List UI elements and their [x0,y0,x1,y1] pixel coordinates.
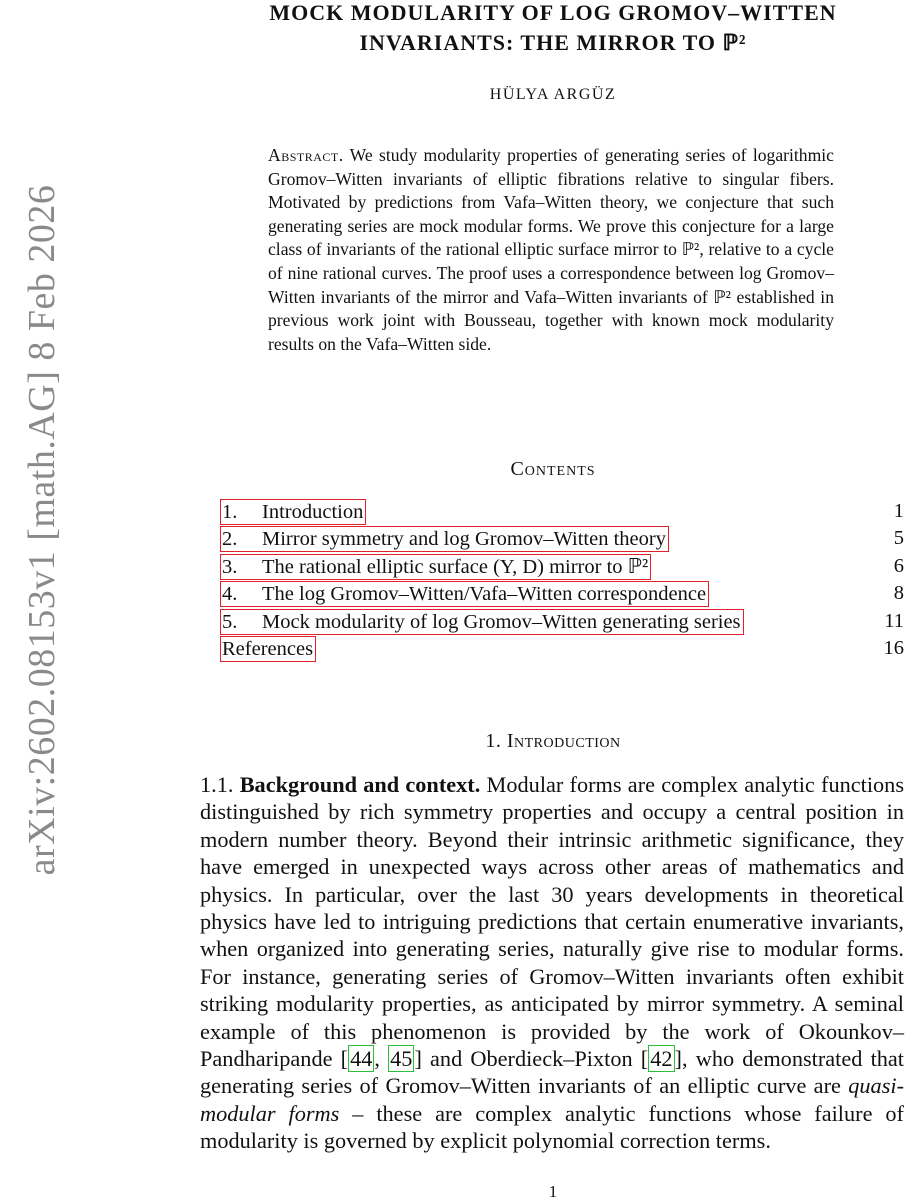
subsection-number: 1.1. [200,772,234,797]
section-heading [200,730,906,753]
toc-label: References [222,637,314,660]
toc-label: Mock modularity of log Gromov–Witten generating series [262,610,741,633]
toc-number: 1. [222,501,238,523]
contents-title: Contents [510,458,596,480]
body-text: – these are complex analytic functions whose failure of modularity is governed by explicit polynomial correction terms. [200,1100,904,1154]
section-title: Introduction [506,730,621,752]
toc-label: Mirror symmetry and log Gromov–Witten theory [262,528,666,551]
section-number: 1. [485,730,502,752]
toc-link-rational-elliptic-surface[interactable] [220,554,651,580]
body-text: and Oberdieck–Pixton [430,1046,633,1072]
page-number: 1 [548,1182,558,1201]
citation-link[interactable]: 44 [350,1046,373,1072]
title-line-2: INVARIANTS: THE MIRROR TO ℙ² [359,30,747,55]
toc-row [220,525,906,552]
toc-label: The log Gromov–Witten/Vafa–Witten correspondence [262,583,707,606]
paper-title [200,0,906,58]
arxiv-identifier: arXiv:2602.08153v1 [math.AG] 8 Feb 2026 [21,184,63,876]
citation-link[interactable]: 42 [650,1046,673,1072]
toc-page-number: 16 [883,636,904,659]
toc-row [220,498,906,525]
emphasized-term: quasi-modular forms [200,1073,904,1126]
toc-number: 2. [222,528,238,551]
title-line-1: MOCK MODULARITY OF LOG GROMOV–WITTEN [269,0,837,25]
toc-link-mirror-symmetry[interactable] [220,526,669,552]
abstract-heading: Abstract. [268,145,344,165]
toc-row [220,553,906,580]
author-name: HÜLYA ARGÜZ [489,86,617,103]
table-of-contents [220,498,906,662]
toc-page-number: 11 [884,609,904,632]
subsection-title: Background and context. [239,772,481,797]
toc-number: 5. [222,610,238,633]
body-text: , who demonstrated that generating series of Gromov–Witten invariants of an elliptic curve are [200,1046,904,1099]
toc-page-number: 1 [893,500,904,522]
abstract-text: We study modularity properties of generating series of logarithmic Gromov–Witten invariants of elliptic fibrations relative to singular fibers. Motivated by predictions from Vafa–Witten theory, we conjecture that such generating series are mock modular forms. We prove this conjecture for a large class of invariants of the rational elliptic surface mirror to ℙ², relative to a cycle of nine rational curves. The proof uses a correspondence between log Gromov–Witten invariants of the mirror and Vafa–Witten invariants of ℙ² established in previous work joint with Bousseau, together with known mock modularity results on the Vafa–Witten side. [268,145,834,354]
abstract [268,144,834,356]
citation-link[interactable]: 45 [390,1046,413,1072]
toc-row [220,580,906,607]
toc-row [220,608,906,635]
body-text: Modular forms are complex analytic functions distinguished by rich symmetry properties and occupy a central position in modern number theory. Beyond their intrinsic arithmetic significance, they have emerged in unexpected ways across other areas of mathematics and physics. In particular, over the last 30 years developments in theoretical physics have led to intriguing predictions that certain enumerative invariants, when organized into generating series, naturally give rise to modular forms. For instance, generating series of Gromov–Witten invariants often exhibit striking modularity properties, as anticipated by mirror symmetry. A seminal example of this phenomenon is provided by the work of Okounkov–Pandharipande [200,772,905,1072]
toc-link-correspondence[interactable] [220,581,709,607]
toc-link-introduction[interactable] [220,499,366,525]
toc-link-mock-modularity[interactable] [220,609,744,635]
toc-row [220,635,906,662]
toc-page-number: 6 [893,554,904,577]
toc-number: 3. [222,555,238,578]
toc-link-references[interactable] [220,636,316,662]
toc-number: 4. [222,583,238,606]
toc-label: Introduction [262,501,364,523]
toc-label: The rational elliptic surface (Y, D) mirror to ℙ² [262,555,649,578]
toc-page-number: 8 [893,582,904,605]
body-paragraph: 1.1. Background and context. Modular forms are complex analytic functions distinguished by rich symmetry properties and occupy a central position in modern number theory. Beyond their intrinsic arithmetic significance, they have emerged in unexpected ways across other areas of mathematics and physics. In particular, over the last 30 years developments in theoretical physics have led to intriguing predictions that certain enumerative invariants, when organized into generating series, naturally give rise to modular forms. For instance, generating series of Gromov–Witten invariants often exhibit striking modularity properties, as anticipated by mirror symmetry. A seminal example of this phenomenon is provided by the work of Okounkov–Pandharipande [44, 45] and Oberdieck–Pixton [42], who demonstrated that generating series of Gromov–Witten invariants of an elliptic curve are quasi-modular forms – these are complex analytic functions whose failure of modularity is governed by explicit polynomial correction terms. [200,772,905,1154]
toc-page-number: 5 [893,527,904,550]
